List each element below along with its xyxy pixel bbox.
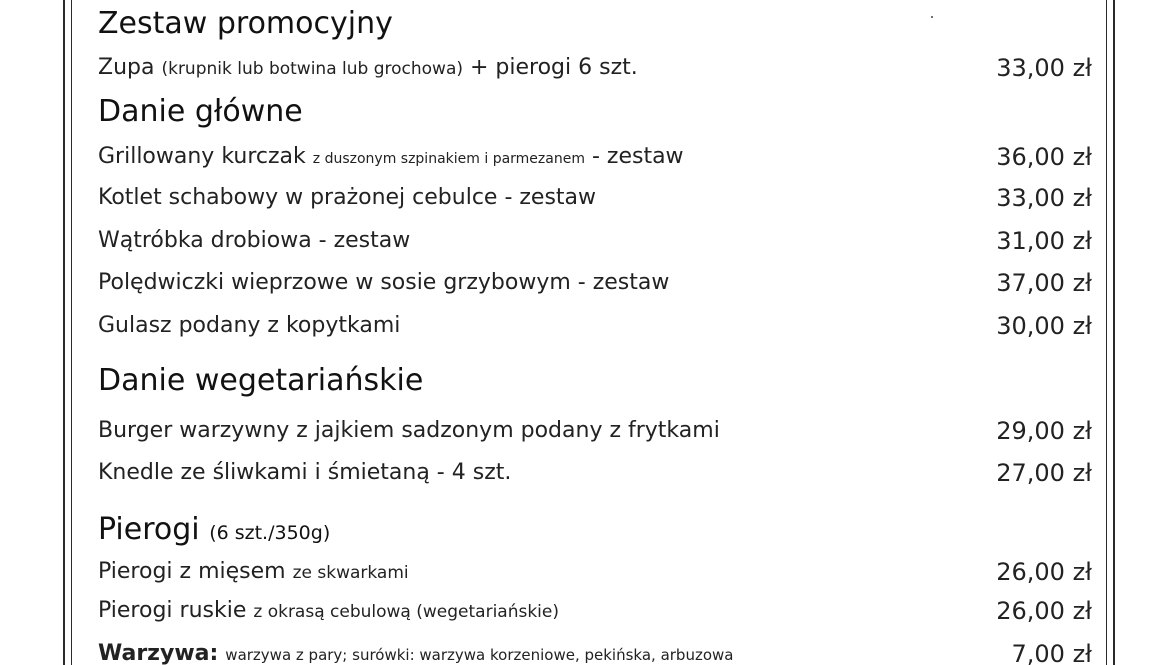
- item-desc: ze skwarkami: [292, 563, 409, 583]
- item-name: Grillowany kurczak: [98, 144, 306, 169]
- item-suffix: + pierogi 6 szt.: [470, 55, 638, 80]
- menu-item-poledwiczki: Polędwiczki wieprzowe w sosie grzybowym - zestaw: [98, 270, 670, 295]
- item-desc: z duszonym szpinakiem i parmezanem: [312, 151, 585, 167]
- item-desc: warzywa z pary; surówki: warzywa korzeniowe, pekińska, arbuzowa: [225, 646, 734, 664]
- item-price: 30,00 zł: [996, 312, 1092, 340]
- item-price: 26,00 zł: [996, 597, 1092, 625]
- section-title-pierogi: [98, 512, 330, 551]
- item-name: Zupa: [98, 55, 155, 80]
- menu-item-zupa: [98, 54, 638, 83]
- menu-item-gulasz: Gulasz podany z kopytkami: [98, 313, 401, 338]
- menu-item-knedle: Knedle ze śliwkami i śmietaną - 4 szt.: [98, 460, 512, 485]
- item-price: 33,00 zł: [996, 54, 1092, 82]
- menu-item-watrobka: Wątróbka drobiowa - zestaw: [98, 228, 411, 253]
- print-speck: [931, 16, 933, 18]
- item-price: 7,00 zł: [1011, 640, 1092, 665]
- menu-item-pierogi-z-miesem: [98, 558, 409, 587]
- item-price: 26,00 zł: [996, 558, 1092, 586]
- item-price: 29,00 zł: [996, 417, 1092, 445]
- menu-item-kotlet-schabowy: Kotlet schabowy w prażonej cebulce - zestaw: [98, 185, 597, 210]
- item-name: Pierogi ruskie: [98, 598, 247, 623]
- section-title-promo: Zestaw promocyjny: [98, 6, 393, 41]
- menu-item-grillowany-kurczak: [98, 143, 684, 173]
- item-price: 37,00 zł: [996, 269, 1092, 297]
- section-title-text: Pierogi: [98, 512, 200, 547]
- menu-item-pierogi-ruskie: [98, 597, 559, 626]
- menu-item-warzywa: [98, 640, 733, 665]
- item-desc: (krupnik lub botwina lub grochowa): [161, 59, 463, 79]
- section-title-veg: Danie wegetariańskie: [98, 363, 424, 398]
- section-title-main: Danie główne: [98, 94, 303, 129]
- item-price: 31,00 zł: [996, 227, 1092, 255]
- item-price: 33,00 zł: [996, 184, 1092, 212]
- menu-item-burger: Burger warzywny z jajkiem sadzonym podany z frytkami: [98, 418, 720, 443]
- section-title-note: (6 szt./350g): [209, 522, 331, 544]
- item-name: Pierogi z mięsem: [98, 559, 286, 584]
- item-desc: z okrasą cebulową (wegetariańskie): [253, 602, 560, 622]
- item-price: 36,00 zł: [996, 143, 1092, 171]
- item-label: Warzywa:: [98, 641, 219, 665]
- item-price: 27,00 zł: [996, 459, 1092, 487]
- item-suffix: - zestaw: [591, 144, 684, 169]
